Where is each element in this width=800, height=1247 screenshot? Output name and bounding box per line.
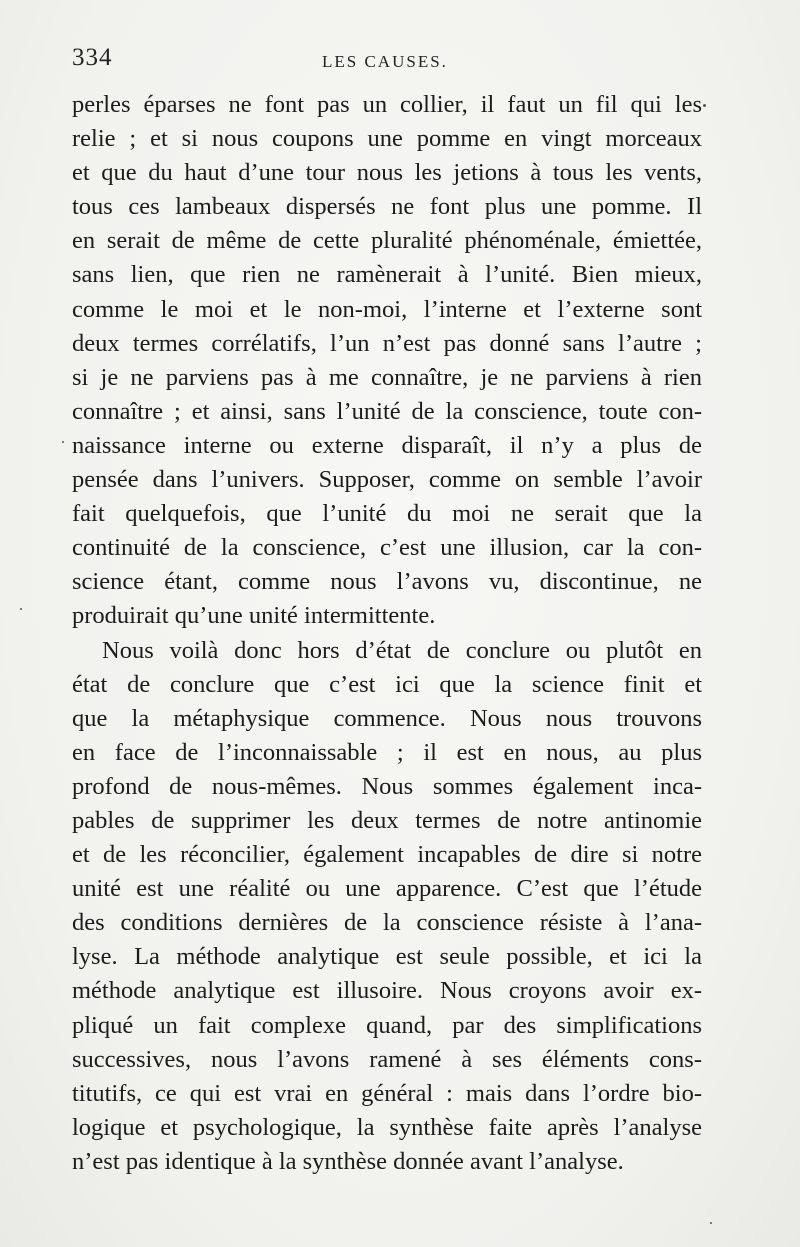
- text-line: unité est une réalité ou une apparence. C’est que l’étude: [72, 875, 702, 903]
- text-line: logique et psychologique, la synthèse faite après l’analyse: [72, 1113, 702, 1141]
- ink-speck: [710, 1222, 712, 1224]
- page-number: 334: [72, 44, 113, 71]
- text-line: des conditions dernières de la conscience résiste à l’ana-: [72, 909, 702, 937]
- text-line: sans lien, que rien ne ramènerait à l’unité. Bien mieux,: [72, 261, 702, 289]
- text-line: fait quelquefois, que l’unité du moi ne serait que la: [72, 500, 702, 528]
- text-line: si je ne parviens pas à me connaître, je ne parviens à rien: [72, 363, 702, 391]
- text-line: méthode analytique est illusoire. Nous croyons avoir ex-: [72, 977, 702, 1005]
- running-head: LES CAUSES.: [322, 52, 448, 71]
- text-line: n’est pas identique à la synthèse donnée avant l’analyse.: [72, 1147, 624, 1175]
- text-line: en face de l’inconnaissable ; il est en nous, au plus: [72, 738, 702, 766]
- text-line: pliqué un fait complexe quand, par des simplifications: [72, 1011, 702, 1039]
- text-line: pables de supprimer les deux termes de notre antinomie: [72, 806, 702, 834]
- text-line: et que du haut d’une tour nous les jetions à tous les vents,: [72, 159, 702, 187]
- text-line: produirait qu’une unité intermittente.: [72, 602, 436, 630]
- text-line: perles éparses ne font pas un collier, il faut un fil qui les: [72, 91, 702, 118]
- ink-speck: [20, 608, 22, 610]
- text-line: Nous voilà donc hors d’état de conclure ou plutôt en: [102, 636, 702, 664]
- text-line: lyse. La méthode analytique est seule possible, et ici la: [72, 943, 702, 971]
- text-line: connaître ; et ainsi, sans l’unité de la conscience, toute con-: [72, 397, 702, 425]
- text-line: continuité de la conscience, c’est une illusion, car la con-: [72, 534, 702, 562]
- ink-speck: [703, 104, 706, 107]
- text-line: état de conclure que c’est ici que la science finit et: [72, 670, 702, 698]
- text-line: profond de nous-mêmes. Nous sommes également inca-: [72, 772, 702, 800]
- text-line: comme le moi et le non-moi, l’interne et l’externe sont: [72, 295, 702, 323]
- text-line: en serait de même de cette pluralité phénoménale, émiettée,: [72, 227, 702, 255]
- text-line: pensée dans l’univers. Supposer, comme on semble l’avoir: [72, 466, 702, 494]
- text-line: et de les réconcilier, également incapables de dire si notre: [72, 841, 702, 869]
- text-line: successives, nous l’avons ramené à ses éléments cons-: [72, 1045, 702, 1073]
- text-line: naissance interne ou externe disparaît, il n’y a plus de: [72, 431, 702, 459]
- text-line: deux termes corrélatifs, l’un n’est pas donné sans l’autre ;: [72, 329, 702, 357]
- text-line: titutifs, ce qui est vrai en général : mais dans l’ordre bio-: [72, 1079, 702, 1107]
- text-line: science étant, comme nous l’avons vu, discontinue, ne: [72, 568, 702, 596]
- text-line: tous ces lambeaux dispersés ne font plus une pomme. Il: [72, 193, 702, 221]
- text-line: relie ; et si nous coupons une pomme en vingt morceaux: [72, 125, 702, 153]
- ink-speck: [62, 441, 64, 443]
- body-text: [72, 88, 702, 1179]
- text-line: que la métaphysique commence. Nous nous trouvons: [72, 704, 702, 732]
